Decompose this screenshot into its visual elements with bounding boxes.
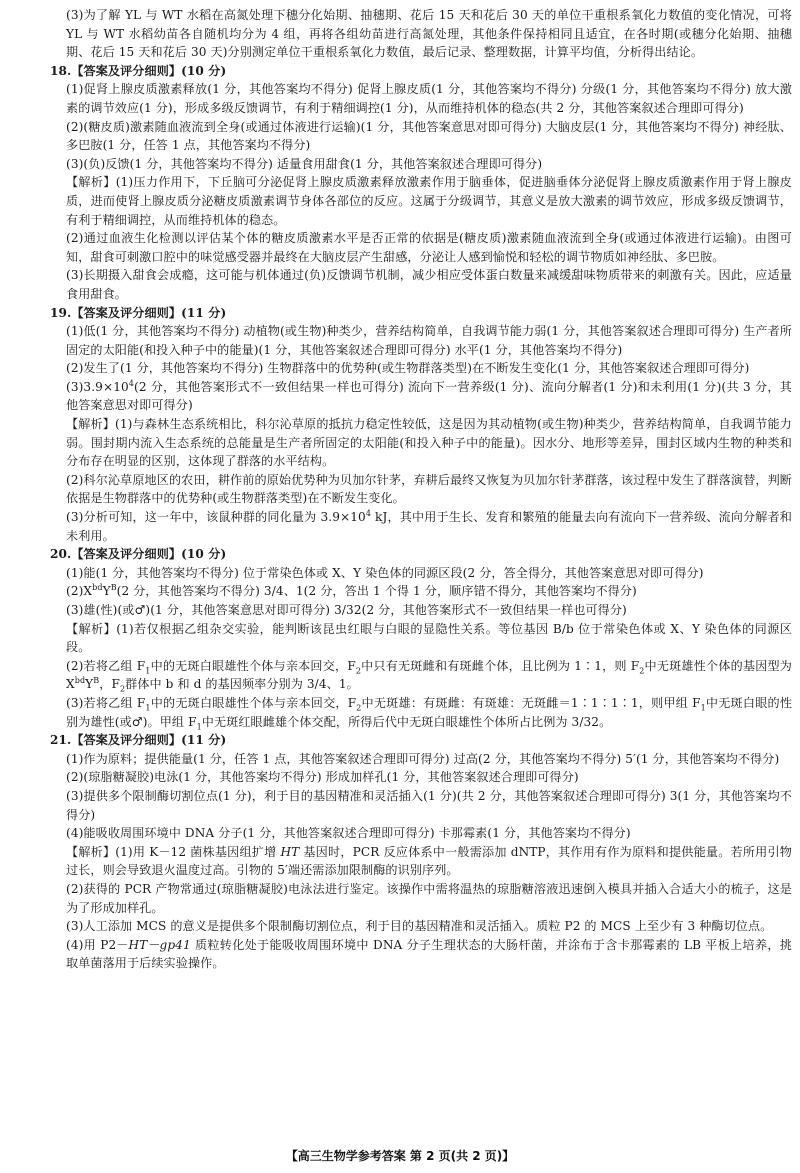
text: 群体中 b 和 d 的基因频率分别为 3/4、1。 (125, 677, 359, 692)
question-21 (50, 731, 792, 973)
text: 质粒转化处于能吸收周围环境中 DNA 分子生理状态的大肠杆菌，并涂布于含卡那霉素的 LB 平板上培养，挑取单菌落用于后续实验操作。 (66, 937, 793, 971)
text: 中无斑红眼雌雄个体交配，所得后代中无斑白眼雄性个体所占比例为 3/32。 (201, 714, 612, 729)
paragraph: (3)为了解 YL 与 WT 水稻在高氮处理下穗分化始期、抽穗期、花后 15 天和花后 30 天的单位干重根系氧化力数值的变化情况，可将 YL 与 WT 水稻幼苗各自随机均分为 4 组，再将各组幼苗进行高氮处理，其他条件保持相同且适宜，在各时期(或穗分化始期、抽穗期、花后 15 天和花后 30 天)分别测定单位干重根系氧化力数值，最后记录、整理数据，计算平均值，分析得出结论。 (66, 8, 792, 60)
text: (4)用 P2－ (66, 937, 129, 952)
text: ，F (99, 677, 120, 692)
subscript: 1 (145, 666, 151, 676)
explanation-2 (50, 657, 792, 694)
superscript: B (93, 676, 100, 686)
question-20 (50, 545, 792, 731)
answer-2: (2)(糖皮质)激素随血液流到全身(或通过体液进行运输)(1 分，其他答案意思对即可得分) 大脑皮层(1 分，其他答案均不得分) 神经肽、多巴胺(1 分，任答 1 点，其他答案均不得分) (66, 119, 792, 153)
explanation-2: (2)通过血液生化检测以评估某个体的糖皮质激素水平是否正常的依据是(糖皮质)激素随血液流到全身(或通过体液进行运输)。由图可知，甜食可刺激口腔中的味觉感受器并最终在大脑皮层产生甜感，分泌让人感到愉悦和轻松的调节物质如神经肽、多巴胺。 (66, 231, 792, 264)
question-header: 19.【答案及评分细则】(11 分) (50, 305, 227, 320)
answer-2: (2)(琼脂糖凝胶)电泳(1 分，其他答案均不得分) 形成加样孔(1 分，其他答案叙述合理即可得分) (66, 770, 579, 785)
text: 中无斑雄：有斑雌：有斑雄：无斑雌＝1∶1∶1∶1，则甲组 F (361, 695, 701, 710)
answer-1: (1)作为原料；提供能量(1 分，任答 1 点，其他答案叙述合理即可得分) 过高(2 分，其他答案均不得分) 5′(1 分，其他答案均不得分) (66, 751, 780, 766)
question-19 (50, 304, 792, 546)
text: 中的无斑白眼雄性个体与亲本回交，F (150, 658, 356, 673)
text: (2 分，其他答案均不得分) 3/4、1(2 分，答出 1 个得 1 分，顺序错不得分，其他答案均不得分) (116, 584, 637, 599)
explanation-2: (2)科尔沁草原地区的农田，耕作前的原始优势种为贝加尔针茅，弃耕后最终又恢复为贝加尔针茅群落，该过程中发生了群落演替，判断依据是生物群落中的优势种(或生物群落类型)在不断发生变化。 (66, 472, 792, 506)
text: Y (85, 677, 94, 692)
gene-name: HT (280, 844, 300, 859)
answer-1: (1)促肾上腺皮质激素释放(1 分，其他答案均不得分) 促肾上腺皮质(1 分，其他答案均不得分) 分级(1 分，其他答案均不得分) 放大激素的调节效应(1 分)，形成多级反馈调节，有利于精细调控(1 分)，从而维持机体的稳态(共 2 分，其他答案叙述合理即可得分) (66, 82, 792, 115)
explanation-3: (3)长期摄入甜食会成瘾，这可能与机体通过(负)反馈调节机制，减少相应受体蛋白数量来减缓甜味物质带来的刺激有关。因此，应适量食用甜食。 (66, 268, 792, 301)
subscript: 2 (355, 666, 362, 676)
explanation-2: (2)获得的 PCR 产物常通过(琼脂糖凝胶)电泳法进行鉴定。该操作中需将温热的琼脂糖溶液迅速倒入模具并插入合适大小的梳子，这是为了形成加样孔。 (66, 881, 792, 915)
superscript: bd (92, 583, 103, 593)
superscript: 4 (128, 378, 134, 388)
text: (3)3.9×10 (66, 379, 129, 394)
superscript: 4 (365, 509, 372, 518)
text: 中只有无斑雌和有斑雌个体，且比例为 1∶1，则 F (361, 658, 640, 673)
page-footer: 【高三生物学参考答案 第 2 页(共 2 页)】 (285, 1149, 515, 1163)
answer-3 (50, 378, 792, 415)
explanation-3 (50, 508, 792, 545)
answer-3: (3)提供多个限制酶切割位点(1 分)，利于目的基因精准和灵活插入(1 分)(共 2 分，其他答案叙述合理即可得分) 3(1 分，其他答案均不得分) (66, 788, 792, 822)
text: (2)X (66, 584, 93, 599)
question-header: 20.【答案及评分细则】(10 分) (50, 547, 227, 562)
answer-3: (3)雄(性)(或♂)(1 分，其他答案意思对即可得分) 3/32(2 分，其他答案形式不一致但结果一样也可得分) (66, 603, 627, 617)
subscript: 2 (639, 666, 645, 676)
gene-name: HT－gp41 (128, 937, 191, 952)
explanation-3: (3)人工添加 MCS 的意义是提供多个限制酶切割位点，利于目的基因精准和灵活插入。质粒 P2 的 MCS 上至少有 3 种酶切位点。 (66, 919, 773, 934)
superscript: B (110, 583, 117, 593)
question-header: 18.【答案及评分细则】(10 分) (50, 63, 227, 78)
answer-2: (2)发生了(1 分，其他答案均不得分) 生物群落中的优势种(或生物群落类型)在不断发生变化(1 分，其他答案叙述合理即可得分) (66, 361, 750, 376)
text: 【解析】(1)用 K－12 菌株基因组扩增 (66, 844, 281, 859)
q17-part3 (50, 6, 792, 62)
explanation-1: 【解析】(1)压力作用下，下丘脑可分泌促肾上腺皮质激素释放激素作用于脑垂体，促进脑垂体分泌促肾上腺皮质激素作用于肾上腺皮质，进而使肾上腺皮质分泌糖皮质激素调节身体各部位的反应。这属于分级调节，其意义是放大激素的调节效应，形成多级反馈调节，有利于精细调控，从而维持机体的稳态。 (66, 175, 792, 227)
question-18 (50, 62, 792, 304)
text: (3)若将乙组 F (66, 695, 146, 710)
subscript: 2 (356, 703, 362, 713)
answer-3: (3)(负)反馈(1 分，其他答案均不得分) 适量食用甜食(1 分，其他答案叙述合理即可得分) (66, 156, 543, 171)
answer-4: (4)能吸收周围环境中 DNA 分子(1 分，其他答案叙述合理即可得分) 卡那霉素(1 分，其他答案均不得分) (66, 826, 631, 841)
text: Y (102, 584, 111, 599)
superscript: bd (74, 676, 86, 686)
subscript: 1 (700, 703, 706, 713)
answer-1: (1)低(1 分，其他答案均不得分) 动植物(或生物)种类少，营养结构简单，自我调节能力弱(1 分，其他答案叙述合理即可得分) 生产者所固定的太阳能(和投入种子中的能量)(1 分，其他答案叙述合理即可得分) 水平(1 分，其他答案均不得分) (66, 324, 792, 357)
text: (2 分，其他答案形式不一致但结果一样也可得分) 流向下一营养级(1 分)、流向分解者(1 分)和未利用(1 分)(共 3 分，其他答案意思对即可得分) (66, 379, 792, 413)
text: (3)分析可知，这一年中，该鼠种群的同化量为 3.9×10 (66, 510, 366, 525)
question-header: 21.【答案及评分细则】(11 分) (50, 733, 227, 748)
text: 中无斑白眼的性别为雄性(或♂)。甲组 F (66, 695, 793, 729)
subscript: 2 (119, 684, 126, 694)
text: 基因时，PCR 反应体系中一般需添加 dNTP，其作用有作为原料和提供能量。若所用引物过长，则会导致退火温度过高。引物的 5′端还需添加限制酶的识别序列。 (66, 844, 792, 878)
text: (2)若将乙组 F (66, 658, 146, 673)
explanation-3 (50, 694, 792, 731)
explanation-1 (50, 843, 792, 880)
subscript: 1 (196, 721, 202, 731)
text: kJ，其中用于生长、发育和繁殖的能量去向有流向下一营养级、流向分解者和未利用。 (66, 510, 792, 543)
text: 中无斑雄性个体的基因型为 X (66, 658, 792, 692)
answer-content (50, 6, 792, 973)
text: 中的无斑白眼雄性个体与亲本回交，F (150, 695, 357, 710)
explanation-1: 【解析】(1)与森林生态系统相比，科尔沁草原的抵抗力稳定性较低，这是因为其动植物(或生物)种类少，营养结构简单，自我调节能力弱。围封期内流入生态系统的总能量是生产者所固定的太阳能(和投入种子中的能量)。因水分、地形等差异，围封区域内生物的种类和分布存在明显的区别，这体现了群落的水平结构。 (66, 417, 792, 469)
explanation-4 (50, 936, 792, 973)
answer-2 (50, 582, 792, 601)
explanation-1: 【解析】(1)若仅根据乙组杂交实验，能判断该昆虫红眼与白眼的显隐性关系。等位基因 B/b 位于常染色体或 X、Y 染色体的同源区段。 (66, 621, 792, 655)
subscript: 1 (145, 703, 151, 713)
answer-1: (1)能(1 分，其他答案均不得分) 位于常染色体或 X、Y 染色体的同源区段(2 分，答全得分，其他答案意思对即可得分) (66, 565, 704, 580)
